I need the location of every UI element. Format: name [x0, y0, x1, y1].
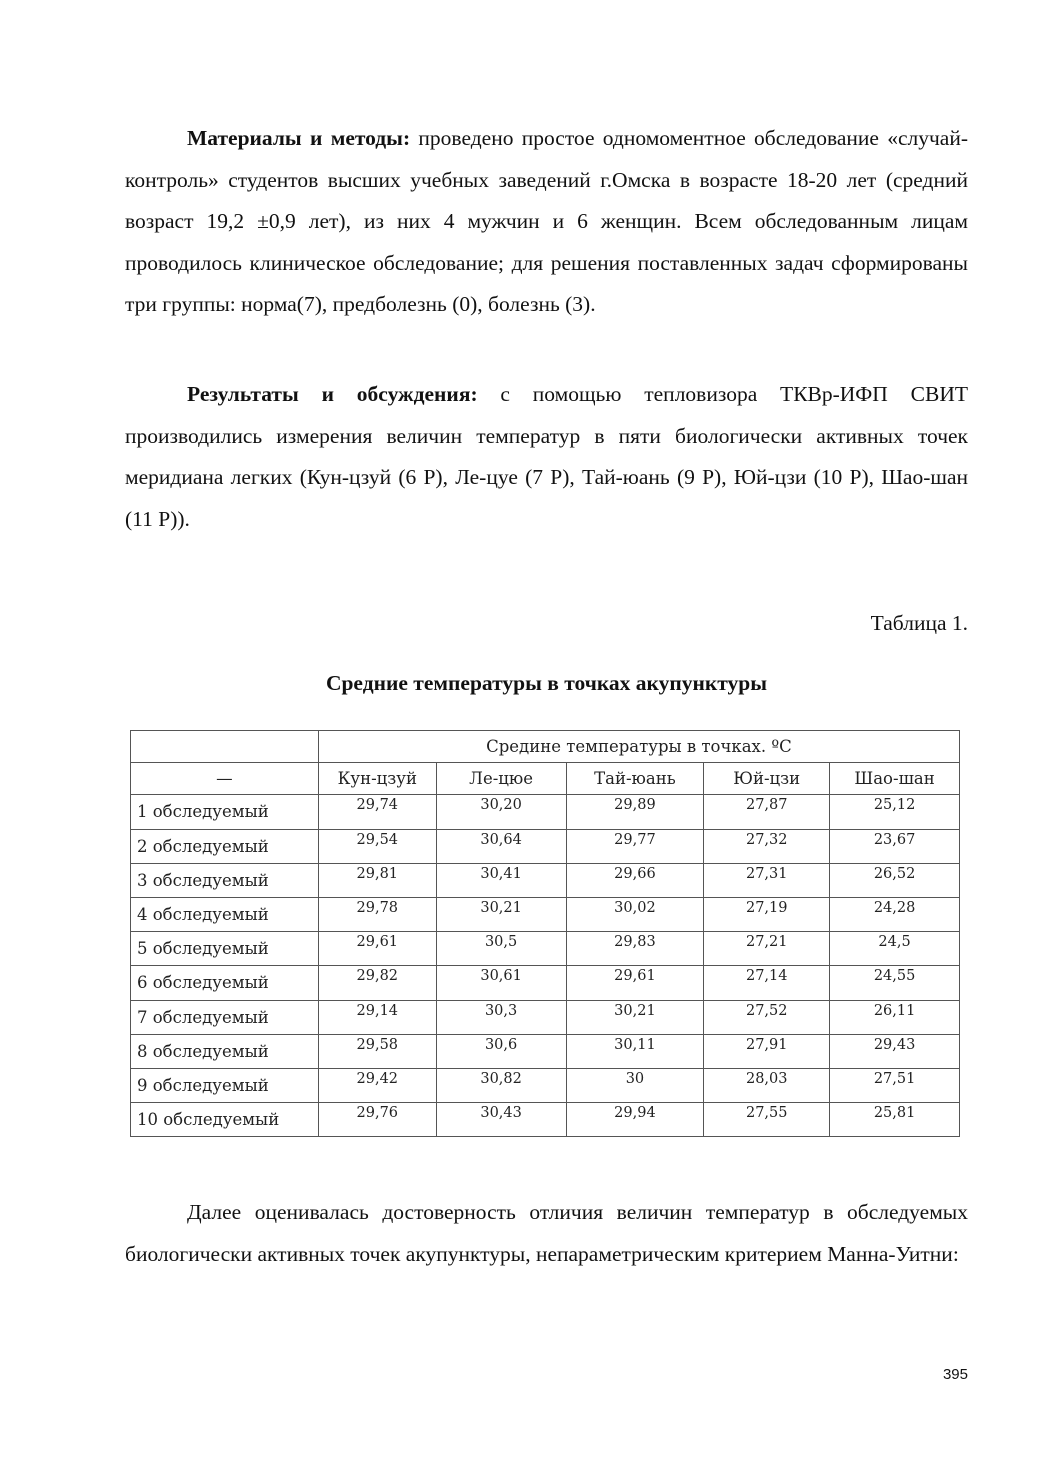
table-body [131, 795, 960, 1137]
table-cell: 29,94 [566, 1103, 704, 1137]
table-cell: 29,76 [318, 1103, 436, 1137]
table-cell: 29,61 [318, 932, 436, 966]
table-cell: 29,78 [318, 897, 436, 931]
table-cell: 29,77 [566, 829, 704, 863]
row-label: 2 обследуемый [131, 829, 319, 863]
table-cell: 30,20 [436, 795, 566, 829]
table-cell: 29,66 [566, 863, 704, 897]
table-cell: 30,11 [566, 1034, 704, 1068]
table-cell: 27,19 [704, 897, 830, 931]
column-header: Ле-цюе [436, 763, 566, 795]
table-cell: 30,3 [436, 1000, 566, 1034]
table-cell: 29,42 [318, 1068, 436, 1102]
table-cell: 29,89 [566, 795, 704, 829]
table-row [131, 966, 960, 1000]
row-label: 5 обследуемый [131, 932, 319, 966]
table-row [131, 1000, 960, 1034]
table-caption: Таблица 1. [870, 611, 968, 635]
row-label: 7 обследуемый [131, 1000, 319, 1034]
table-cell: 30,6 [436, 1034, 566, 1068]
table-row [131, 863, 960, 897]
paragraph-text: проведено простое одномоментное обследование «случай-контроль» студентов высших учебных заведений г.Омска в возрасте 18-20 лет (средний возраст 19,2 ±0,9 лет), из них 4 мужчин и 6 женщин. Всем обследованным лицам проводилось клиническое обследование; для решения поставленных задач сформированы три группы: норма(7), предболезнь (0), болезнь (3). [125, 126, 969, 317]
table-cell: 28,03 [704, 1068, 830, 1102]
page-number: 395 [942, 1366, 968, 1383]
table-cell: 27,14 [704, 966, 830, 1000]
table-cell: 29,83 [566, 932, 704, 966]
paragraph-text: с помощью тепловизора ТКВр-ИФП СВИТ производились измерения величин температур в пяти биологически активных точек меридиана легких (Кун-цзуй (6 P), Ле-цуе (7 P), Тай-юань (9 P), Юй-цзи (10 P), Шао-шан (11 P)). [125, 382, 968, 531]
table-cell: 30,21 [436, 897, 566, 931]
temperature-table [130, 730, 960, 1137]
table-cell: 27,21 [704, 932, 830, 966]
table-header-row-group [131, 731, 960, 763]
table-cell: 29,61 [566, 966, 704, 1000]
paragraph-text: Далее оценивалась достоверность отличия величин температур в обследуемых биологически активных точек акупунктуры, непараметрическим критерием Манна-Уитни: [125, 1200, 968, 1266]
table-row [131, 897, 960, 931]
table-cell: 24,55 [830, 966, 960, 1000]
column-header: Тай-юань [566, 763, 704, 795]
table-cell: 27,55 [704, 1103, 830, 1137]
table-row [131, 829, 960, 863]
table-cell: 30,41 [436, 863, 566, 897]
heading-results: Результаты и обсуждения: [187, 382, 478, 406]
table-cell: 29,58 [318, 1034, 436, 1068]
table-cell: 27,87 [704, 795, 830, 829]
row-label: 1 обследуемый [131, 795, 319, 829]
table-group-header: Средине температуры в точках. ºС [318, 731, 959, 763]
paragraph-further [125, 1192, 968, 1275]
column-header: Юй-цзи [704, 763, 830, 795]
table-cell: 30,64 [436, 829, 566, 863]
table-cell: 29,81 [318, 863, 436, 897]
row-label: 6 обследуемый [131, 966, 319, 1000]
table-cell: 25,81 [830, 1103, 960, 1137]
table-cell: 29,82 [318, 966, 436, 1000]
table-cell: 27,51 [830, 1068, 960, 1102]
table-cell: 29,43 [830, 1034, 960, 1068]
row-label: 3 обследуемый [131, 863, 319, 897]
table-row [131, 795, 960, 829]
table-cell: 26,11 [830, 1000, 960, 1034]
row-label: 9 обследуемый [131, 1068, 319, 1102]
table-cell: 24,28 [830, 897, 960, 931]
table-cell: 30,61 [436, 966, 566, 1000]
table-cell: 27,91 [704, 1034, 830, 1068]
table-cell: 30,5 [436, 932, 566, 966]
table-cell: 29,14 [318, 1000, 436, 1034]
row-label: 10 обследуемый [131, 1103, 319, 1137]
row-label: 8 обследуемый [131, 1034, 319, 1068]
table-cell: 27,31 [704, 863, 830, 897]
paragraph-materials-methods [125, 118, 968, 326]
table-header-corner: — [131, 763, 319, 795]
table-cell: 24,5 [830, 932, 960, 966]
table-cell: 27,32 [704, 829, 830, 863]
table-cell: 23,67 [830, 829, 960, 863]
table-cell: 30,02 [566, 897, 704, 931]
table-cell: 25,12 [830, 795, 960, 829]
table-title: Средние температуры в точках акупунктуры [325, 671, 768, 695]
heading-materials-methods: Материалы и методы: [187, 126, 411, 150]
table-cell: 30,43 [436, 1103, 566, 1137]
table-cell: 27,52 [704, 1000, 830, 1034]
table-cell: 26,52 [830, 863, 960, 897]
column-header: Кун-цзуй [318, 763, 436, 795]
table-cell: 30,82 [436, 1068, 566, 1102]
table-row [131, 1068, 960, 1102]
table-cell: 30,21 [566, 1000, 704, 1034]
table-cell: 30 [566, 1068, 704, 1102]
column-header: Шао-шан [830, 763, 960, 795]
table-row [131, 932, 960, 966]
table-row [131, 1034, 960, 1068]
paragraph-results [125, 374, 968, 540]
table-cell: 29,74 [318, 795, 436, 829]
table-header-row-columns [131, 763, 960, 795]
table-cell: 29,54 [318, 829, 436, 863]
table-row [131, 1103, 960, 1137]
row-label: 4 обследуемый [131, 897, 319, 931]
table-header-empty [131, 731, 319, 763]
